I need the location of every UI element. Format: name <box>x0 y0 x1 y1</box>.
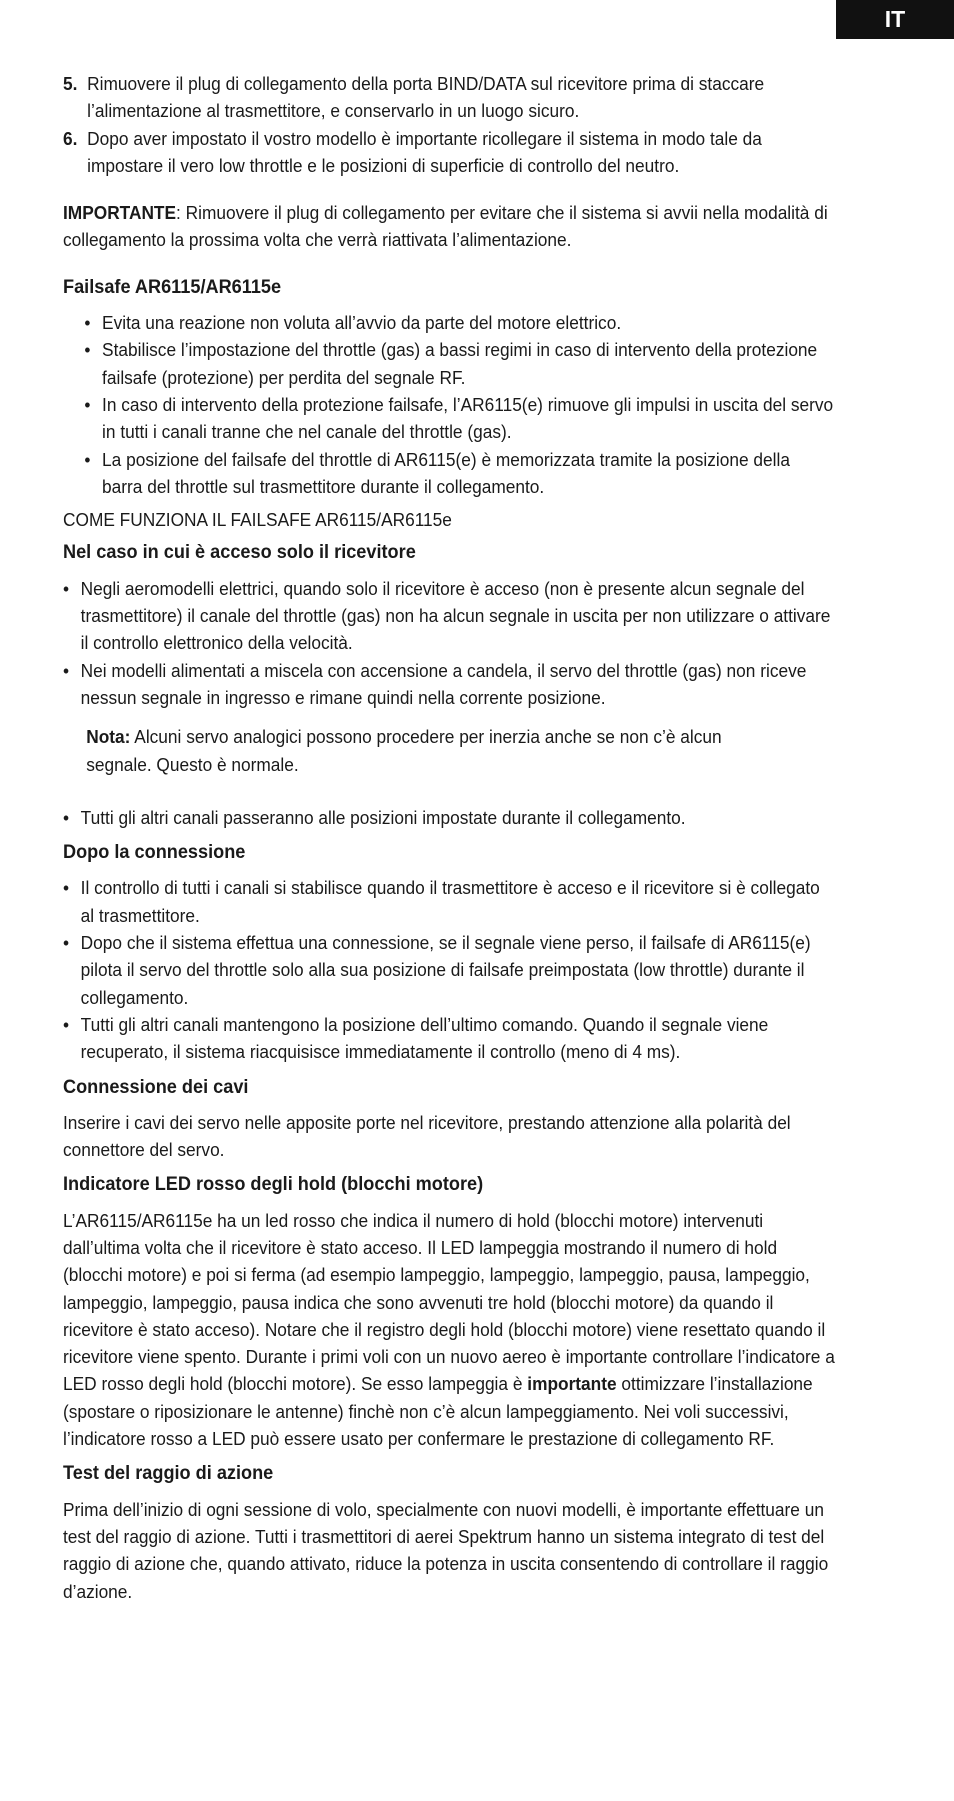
list-item: • La posizione del failsafe del throttle di AR6115(e) è memorizzata tramite la posizione della barra del throttle sul trasmettitore durante il collegamento. <box>84 448 790 497</box>
step-item: 6. Dopo aver impostato il vostro modello è importante ricollegare il sistema in modo tale da impostare il vero low throttle e le posizioni di superficie di controllo del neutro. <box>63 127 762 176</box>
note-block: Nota: Alcuni servo analogici possono procedere per inerzia anche se non c’è alcun segnale. Questo è normale. <box>86 726 722 775</box>
list-item: • In caso di intervento della protezione failsafe, l’AR6115(e) rimuove gli impulsi in uscita del servo in tutti i canali tranne che nel canale del throttle (gas). <box>84 393 834 443</box>
numbered-steps <box>63 70 835 179</box>
led-paragraph: L’AR6115/AR6115e ha un led rosso che indica il numero di hold (blocchi motore) intervenuti dall’ultima volta che il ricevitore è stato acceso. Il LED lampeggia mostrando il numero di hold (blocchi motore) e poi si ferma (ad esempio lampeggio, lampeggio, lampeggio, pausa, lampeggio, lampeggio, lampeggio, pausa indica che sono avvenuti tre hold (blocchi motore) da quando il ricevitore è stato acceso). Notare che il registro degli hold (blocchi motore) viene resettato quando il ricevitore viene spento. Durante i primi voli con un nuovo aereo è importante controllare l’indicatore a LED rosso degli hold (blocchi motore). Se esso lampeggia è importante ottimizzare l’installazione (spostare o riposizionare le antenne) finchè non c’è alcun lampeggiamento. Nei voli successivi, l’indicatore rosso a LED può essere usato per confermare le prestazione di collegamento RF. <box>63 1209 835 1450</box>
receiver-only-bullet-list <box>63 575 835 711</box>
list-item: • Nei modelli alimentati a miscela con accensione a candela, il servo del throttle (gas) non riceve nessun segnale in ingresso e rimane quindi nella corrente posizione. <box>63 659 807 708</box>
failsafe-bullet-list <box>63 309 835 500</box>
list-item: • Evita una reazione non voluta all’avvio da parte del motore elettrico. <box>84 312 622 334</box>
cables-paragraph: Inserire i cavi dei servo nelle apposite porte nel ricevitore, prestando attenzione alla polarità del connettore del servo. <box>63 1111 791 1161</box>
list-item: • Tutti gli altri canali mantengono la posizione dell’ultimo comando. Quando il segnale viene recuperato, il sistema riacquisisce immediatamente il controllo (meno di 4 ms). <box>63 1013 769 1063</box>
after-connection-heading: Dopo la connessione <box>63 841 246 864</box>
failsafe-how-it-works: COME FUNZIONA IL FAILSAFE AR6115/AR6115e <box>63 509 452 531</box>
note-label: Nota: <box>86 726 131 748</box>
important-notice: IMPORTANTE: Rimuovere il plug di collegamento per evitare che il sistema si avvii nella modalità di collegamento la prossima volta che verrà riattivata l’alimentazione. <box>63 202 828 251</box>
document-body <box>63 70 835 1605</box>
important-emphasis: importante <box>527 1373 617 1395</box>
range-test-heading: Test del raggio di azione <box>63 1462 274 1485</box>
list-item: • Negli aeromodelli elettrici, quando solo il ricevitore è acceso (non è presente alcun segnale del trasmettitore) il canale del throttle (gas) non ha alcun segnale in uscita per non utilizzare o attivare il controllo elettronico della velocità. <box>63 577 831 654</box>
important-label: IMPORTANTE <box>63 202 177 224</box>
receiver-only-last-bullet <box>63 804 835 831</box>
list-item: • Stabilisce l’impostazione del throttle (gas) a bassi regimi in caso di intervento della protezione failsafe (protezione) per perdita del segnale RF. <box>84 339 818 388</box>
range-test-paragraph: Prima dell’inizio di ogni sessione di volo, specialmente con nuovi modelli, è importante effettuare un test del raggio di azione. Tutti i trasmettitori di aerei Spektrum hanno un sistema integrato di test del raggio di azione che, quando attivato, riduce la potenza in uscita consentendo di controllare il raggio d’azione. <box>63 1498 829 1602</box>
receiver-only-heading: Nel caso in cui è acceso solo il ricevitore <box>63 541 416 564</box>
language-tab: IT <box>836 0 954 39</box>
led-heading: Indicatore LED rosso degli hold (blocchi motore) <box>63 1173 484 1196</box>
after-connection-bullet-list <box>63 874 835 1065</box>
list-item: • Tutti gli altri canali passeranno alle posizioni impostate durante il collegamento. <box>63 806 686 828</box>
step-item: 5. Rimuovere il plug di collegamento della porta BIND/DATA sul ricevitore prima di staccare l’alimentazione al trasmettitore, e conservarlo in un luogo sicuro. <box>63 73 765 122</box>
list-item: • Dopo che il sistema effettua una connessione, se il segnale viene perso, il failsafe di AR6115(e) pilota il servo del throttle solo alla sua posizione di failsafe preimpostata (low throttle) durante il collegamento. <box>63 932 811 1008</box>
failsafe-heading: Failsafe AR6115/AR6115e <box>63 275 282 298</box>
list-item: • Il controllo di tutti i canali si stabilisce quando il trasmettitore è acceso e il ricevitore si è collegato al trasmettitore. <box>63 877 820 926</box>
cables-heading: Connessione dei cavi <box>63 1075 249 1098</box>
